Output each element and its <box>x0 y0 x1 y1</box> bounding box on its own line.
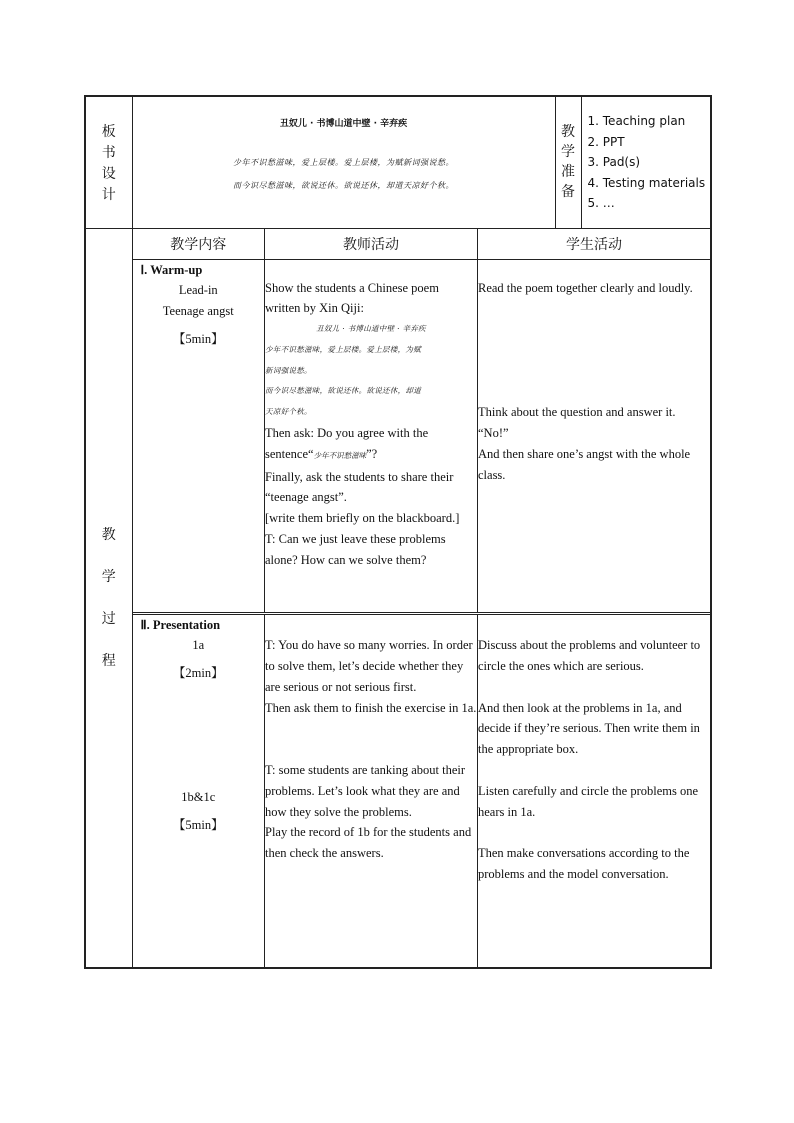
presentation-student: Discuss about the problems and volunteer to circle the ones which are serious. And then look at the problems in 1a, and decide if they’re serious. Then write them in the appropriate box. Listen carefully and circle the problems one hears in 1a. Then make conversations according to the problems and the model conversation. <box>478 613 711 967</box>
warmup-student: Read the poem together clearly and loudly. Think about the question and answer it. “No!” And then share one’s angst with the whole class. <box>478 259 711 613</box>
header-row <box>133 229 711 260</box>
list-item: 2. PPT <box>587 134 625 149</box>
poem-title: 丑奴儿 · 书博山道中壁 · 辛弃疾 <box>316 324 426 334</box>
process-table <box>133 229 711 968</box>
section-title: Ⅰ. Warm-up <box>140 262 203 277</box>
board-design-content <box>132 96 555 228</box>
header-teacher: 教师活动 <box>265 229 478 260</box>
preparation-list <box>582 97 711 214</box>
header-content: 教学内容 <box>133 229 265 260</box>
preparation-list-cell <box>581 96 711 228</box>
list-item: 1. Teaching plan <box>587 114 686 128</box>
board-design-row <box>85 96 711 228</box>
process-label: 教 学 过 程 <box>85 228 132 968</box>
list-item: 5. … <box>587 196 615 210</box>
warmup-content: Ⅰ. Warm-up Lead-in Teenage angst 【5min】 <box>133 259 265 613</box>
warmup-teacher: Show the students a Chinese poem written by Xin Qiji: 丑奴儿 · 书博山道中壁 · 辛弃疾 少年不识愁滋味，爱上层楼。爱上层楼，为赋 新词强说愁。 而今识尽愁滋味，欲说还休。欲说还休，却道 天凉好个秋。 Then ask: Do you agree with the sentence“少年不识愁滋味”? Finally, ask the students to share their “teenage angst”. [write them briefly on the blackboard.] T: Can we just leave these problems alone? How can we solve them? <box>265 259 478 613</box>
lesson-plan-table <box>84 95 712 969</box>
process-content <box>132 228 711 968</box>
preparation-label: 教 学 准 备 <box>555 96 581 228</box>
poem-line: 而今识尽愁滋味，欲说还休。欲说还休，却道天凉好个秋。 <box>233 181 454 190</box>
presentation-teacher: T: You do have so many worries. In order to solve them, let’s decide whether they are serious or not serious first. Then ask them to finish the exercise in 1a. T: some students are tanking about their problems. Let’s look what they are and how they solve the problems. Play the record of 1b for the students and then check the answers. <box>265 613 478 967</box>
time-badge: 【5min】 <box>172 817 224 832</box>
section-title: Ⅱ. Presentation <box>140 617 221 632</box>
warmup-row <box>133 259 711 613</box>
list-item: 3. Pad(s) <box>587 155 641 169</box>
poem-line: 少年不识愁滋味，爱上层楼。爱上层楼，为赋新词强说愁。 <box>233 158 454 167</box>
time-badge: 【2min】 <box>172 666 224 681</box>
list-item: 4. Testing materials <box>587 175 706 190</box>
poem-title: 丑奴儿 · 书博山道中壁 · 辛弃疾 <box>279 119 408 129</box>
presentation-row <box>133 613 711 967</box>
time-badge: 【5min】 <box>172 331 224 346</box>
presentation-content: Ⅱ. Presentation 1a 【2min】 1b&1c 【5min】 <box>133 613 265 967</box>
process-row <box>85 228 711 968</box>
board-design-label: 板 书 设 计 <box>85 96 132 228</box>
header-student: 学生活动 <box>478 229 711 260</box>
